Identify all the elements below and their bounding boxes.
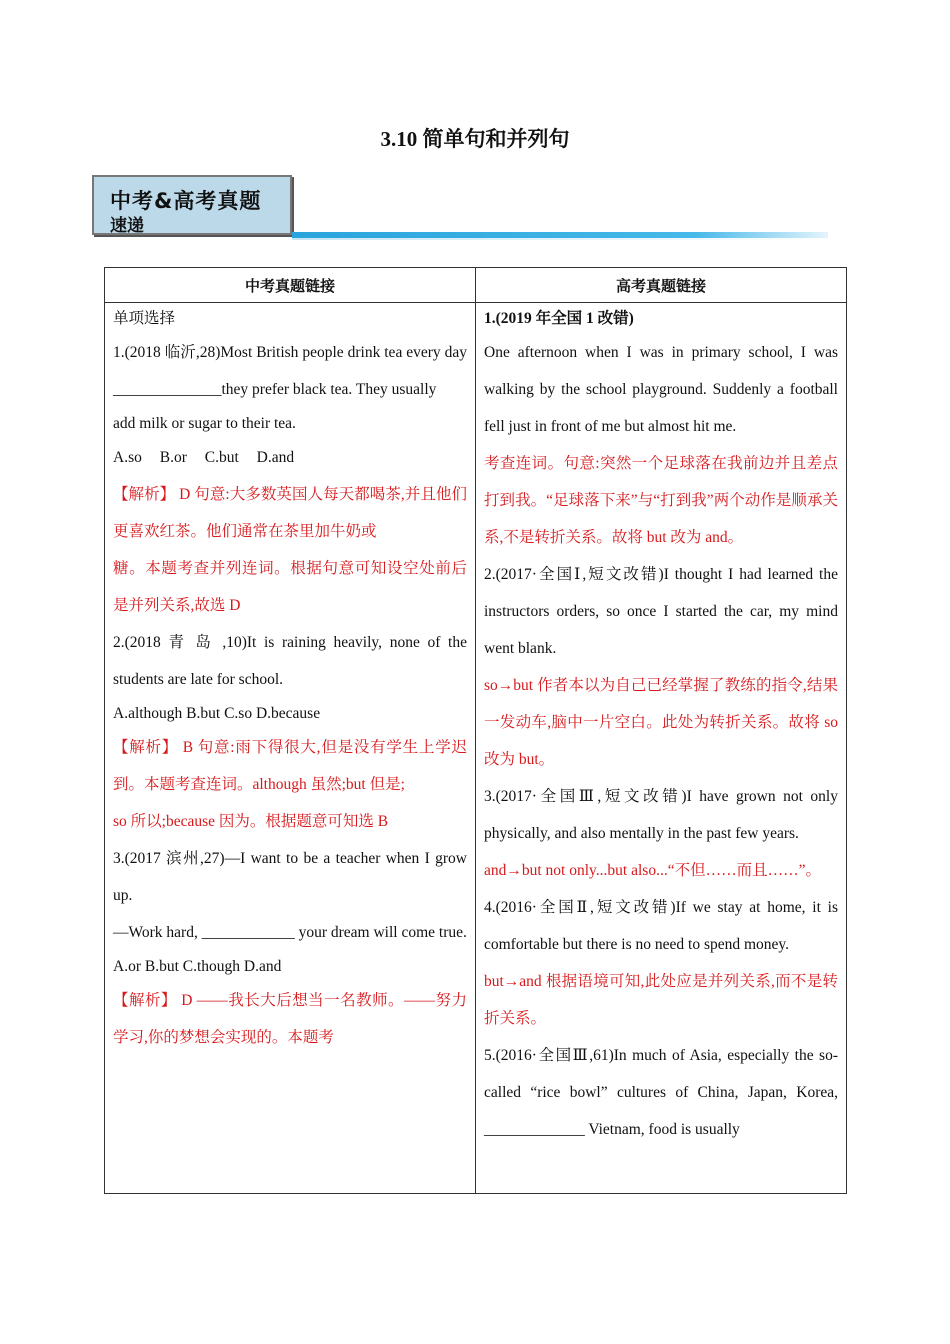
left-paragraph: 单项选择 <box>113 310 176 327</box>
right-paragraph: so→but 作者本以为自己已经掌握了教练的指令,结果一发动车,脑中一片空白。此处为转折关系。故将 so 改为 but。 <box>484 677 838 768</box>
left-paragraph: A.or B.but C.though D.and <box>113 958 282 975</box>
gaokao-content <box>476 303 846 1193</box>
left-paragraph: 1.(2018 临沂,28)Most British people drink tea every day ______________they prefer black tea. They usually <box>113 344 467 398</box>
banner-title: 中考&高考真题 <box>110 189 262 213</box>
left-paragraph: add milk or sugar to their tea. <box>113 415 296 432</box>
gaokao-column <box>476 303 847 1194</box>
right-paragraph: and→but not only...but also...“不但……而且……”。 <box>484 862 821 879</box>
right-paragraph: 考查连词。句意:突然一个足球落在我前边并且差点打到我。“足球落下来”与“打到我”两个动作是顺承关系,不是转折关系。故将 but 改为 and。 <box>484 455 838 546</box>
left-paragraph: —Work hard, ____________ your dream will come true. <box>113 924 467 941</box>
header-zhongkao: 中考真题链接 <box>105 268 476 303</box>
left-paragraph: 3.(2017 滨州,27)—I want to be a teacher when I grow up. <box>113 850 467 904</box>
header-gaokao: 高考真题链接 <box>476 268 847 303</box>
left-paragraph: A.although B.but C.so D.because <box>113 705 321 722</box>
left-paragraph: 【解析】 D 句意:大多数英国人每天都喝茶,并且他们更喜欢红茶。他们通常在茶里加牛奶或 <box>113 486 467 540</box>
banner-stripe-shadow <box>292 238 828 240</box>
right-paragraph: 5.(2016·全国Ⅲ,61)In much of Asia, especially the so-called “rice bowl” cultures of China, Japan, Korea, _____________ Vietnam, food is usually <box>484 1047 838 1138</box>
left-paragraph: 2.(2018 青 岛 ,10)It is raining heavily, none of the students are late for school. <box>113 634 467 688</box>
right-paragraph: 3.(2017·全国Ⅲ,短文改错)I have grown not only physically, and also mentally in the past few years. <box>484 788 838 842</box>
left-paragraph: 【解析】 B 句意:雨下得很大,但是没有学生上学迟到。本题考查连词。although 虽然;but 但是; <box>113 739 467 793</box>
left-paragraph: so 所以;because 因为。根据题意可知选 B <box>113 813 389 830</box>
right-paragraph: 4.(2016·全国Ⅱ,短文改错)If we stay at home, it is comfortable but there is no need to spend money. <box>484 899 838 953</box>
page-title: 3.10 简单句和并列句 <box>380 127 570 151</box>
zhongkao-content <box>105 303 475 1193</box>
zhongkao-column <box>105 303 476 1194</box>
right-paragraph: One afternoon when I was in primary school, I was walking by the school playground. Suddenly a football fell just in front of me but almost hit me. <box>484 344 838 435</box>
right-paragraph: but→and 根据语境可知,此处应是并列关系,而不是转折关系。 <box>484 973 838 1027</box>
right-paragraph: 2.(2017·全国Ⅰ,短文改错)I thought I had learned the instructors orders, so once I started the car, my mind went blank. <box>484 566 838 657</box>
right-paragraph: 1.(2019 年全国 1 改错) <box>484 310 634 327</box>
section-banner <box>92 175 292 235</box>
banner-subtitle: 速递 <box>110 216 144 235</box>
question-table <box>104 267 847 1194</box>
left-paragraph: A.so B.or C.but D.and <box>113 449 295 466</box>
left-paragraph: 糖。本题考查并列连词。根据句意可知设空处前后是并列关系,故选 D <box>113 560 467 614</box>
left-paragraph: 【解析】 D ——我长大后想当一名教师。——努力学习,你的梦想会实现的。本题考 <box>113 992 467 1046</box>
